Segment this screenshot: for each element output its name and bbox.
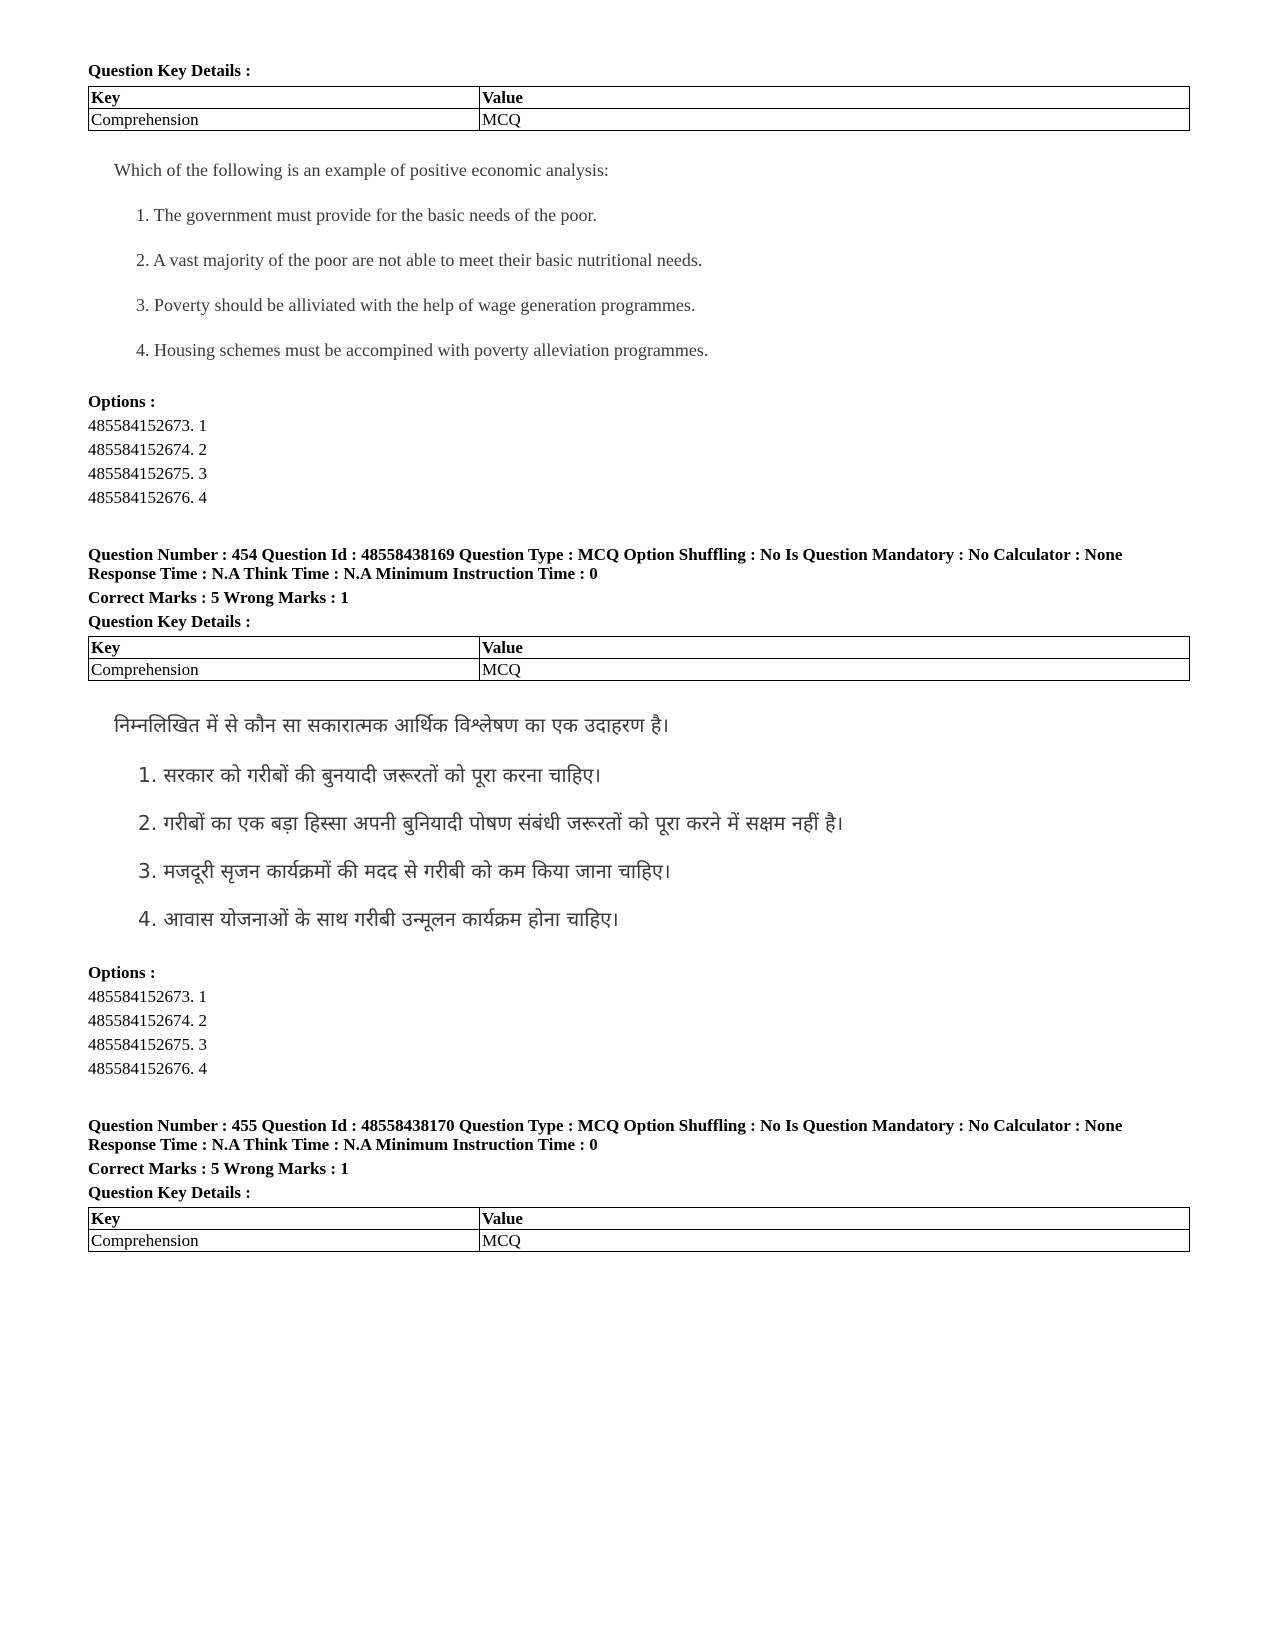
statement-3: 3. Poverty should be alliviated with the help of wage generation programmes.: [136, 295, 696, 315]
table-header-value: Value: [480, 87, 1190, 109]
table-header-key: Key: [89, 1208, 480, 1230]
statement-1: 1. सरकार को गरीबों की बुनयादी जरूरतों को पूरा करना चाहिए।: [138, 763, 602, 787]
table-header-row: [89, 87, 1190, 109]
question-stem: निम्नलिखित में से कौन सा सकारात्मक आर्थिक विश्लेषण का एक उदाहरण है।: [114, 713, 669, 737]
question-time-line: Response Time : N.A Think Time : N.A Minimum Instruction Time : 0: [88, 1135, 598, 1154]
key-details-label: Question Key Details :: [88, 1183, 251, 1202]
marks-line: Correct Marks : 5 Wrong Marks : 1: [88, 588, 349, 607]
table-cell-key: Comprehension: [89, 1230, 480, 1252]
options-label: Options :: [88, 392, 156, 411]
statement-2: 2. गरीबों का एक बड़ा हिस्सा अपनी बुनियादी पोषण संबंधी जरूरतों को पूरा करने में सक्षम नहीं है।: [138, 811, 844, 835]
option-item: 485584152676. 4: [88, 488, 207, 507]
table-cell-key: Comprehension: [89, 659, 480, 681]
table-cell-key: Comprehension: [89, 109, 480, 131]
table-header-key: Key: [89, 87, 480, 109]
table-row: [89, 659, 1190, 681]
question-meta-line: Question Number : 454 Question Id : 48558438169 Question Type : MCQ Option Shuffling : No Is Question Mandatory : No Calculator : None: [88, 545, 1123, 564]
question-time-line: Response Time : N.A Think Time : N.A Minimum Instruction Time : 0: [88, 564, 598, 583]
table-row: [89, 1230, 1190, 1252]
question-image-english: [100, 150, 800, 360]
option-item: 485584152674. 2: [88, 440, 207, 459]
option-item: 485584152673. 1: [88, 416, 207, 435]
key-details-label: Question Key Details :: [88, 61, 251, 80]
question-key-table: [88, 1207, 1190, 1252]
table-header-value: Value: [480, 637, 1190, 659]
statement-2: 2. A vast majority of the poor are not able to meet their basic nutritional needs.: [136, 250, 703, 270]
statement-4: 4. आवास योजनाओं के साथ गरीबी उन्मूलन कार्यक्रम होना चाहिए।: [138, 907, 619, 931]
table-cell-value: MCQ: [480, 109, 1190, 131]
table-row: [89, 109, 1190, 131]
question-key-table: [88, 636, 1190, 681]
options-label: Options :: [88, 963, 156, 982]
table-header-key: Key: [89, 637, 480, 659]
table-cell-value: MCQ: [480, 1230, 1190, 1252]
question-meta-line: Question Number : 455 Question Id : 48558438170 Question Type : MCQ Option Shuffling : No Is Question Mandatory : No Calculator : None: [88, 1116, 1123, 1135]
key-details-label: Question Key Details :: [88, 612, 251, 631]
table-cell-value: MCQ: [480, 659, 1190, 681]
table-header-value: Value: [480, 1208, 1190, 1230]
question-key-table: [88, 86, 1190, 131]
option-item: 485584152673. 1: [88, 987, 207, 1006]
question-stem: Which of the following is an example of positive economic analysis:: [114, 160, 609, 180]
option-item: 485584152676. 4: [88, 1059, 207, 1078]
statement-4: 4. Housing schemes must be accompined with poverty alleviation programmes.: [136, 340, 709, 360]
statement-3: 3. मजदूरी सृजन कार्यक्रमों की मदद से गरीबी को कम किया जाना चाहिए।: [138, 859, 671, 883]
marks-line: Correct Marks : 5 Wrong Marks : 1: [88, 1159, 349, 1178]
option-item: 485584152674. 2: [88, 1011, 207, 1030]
question-image-hindi: [100, 705, 890, 945]
table-header-row: [89, 637, 1190, 659]
option-item: 485584152675. 3: [88, 1035, 207, 1054]
table-header-row: [89, 1208, 1190, 1230]
option-item: 485584152675. 3: [88, 464, 207, 483]
statement-1: 1. The government must provide for the basic needs of the poor.: [136, 205, 598, 225]
